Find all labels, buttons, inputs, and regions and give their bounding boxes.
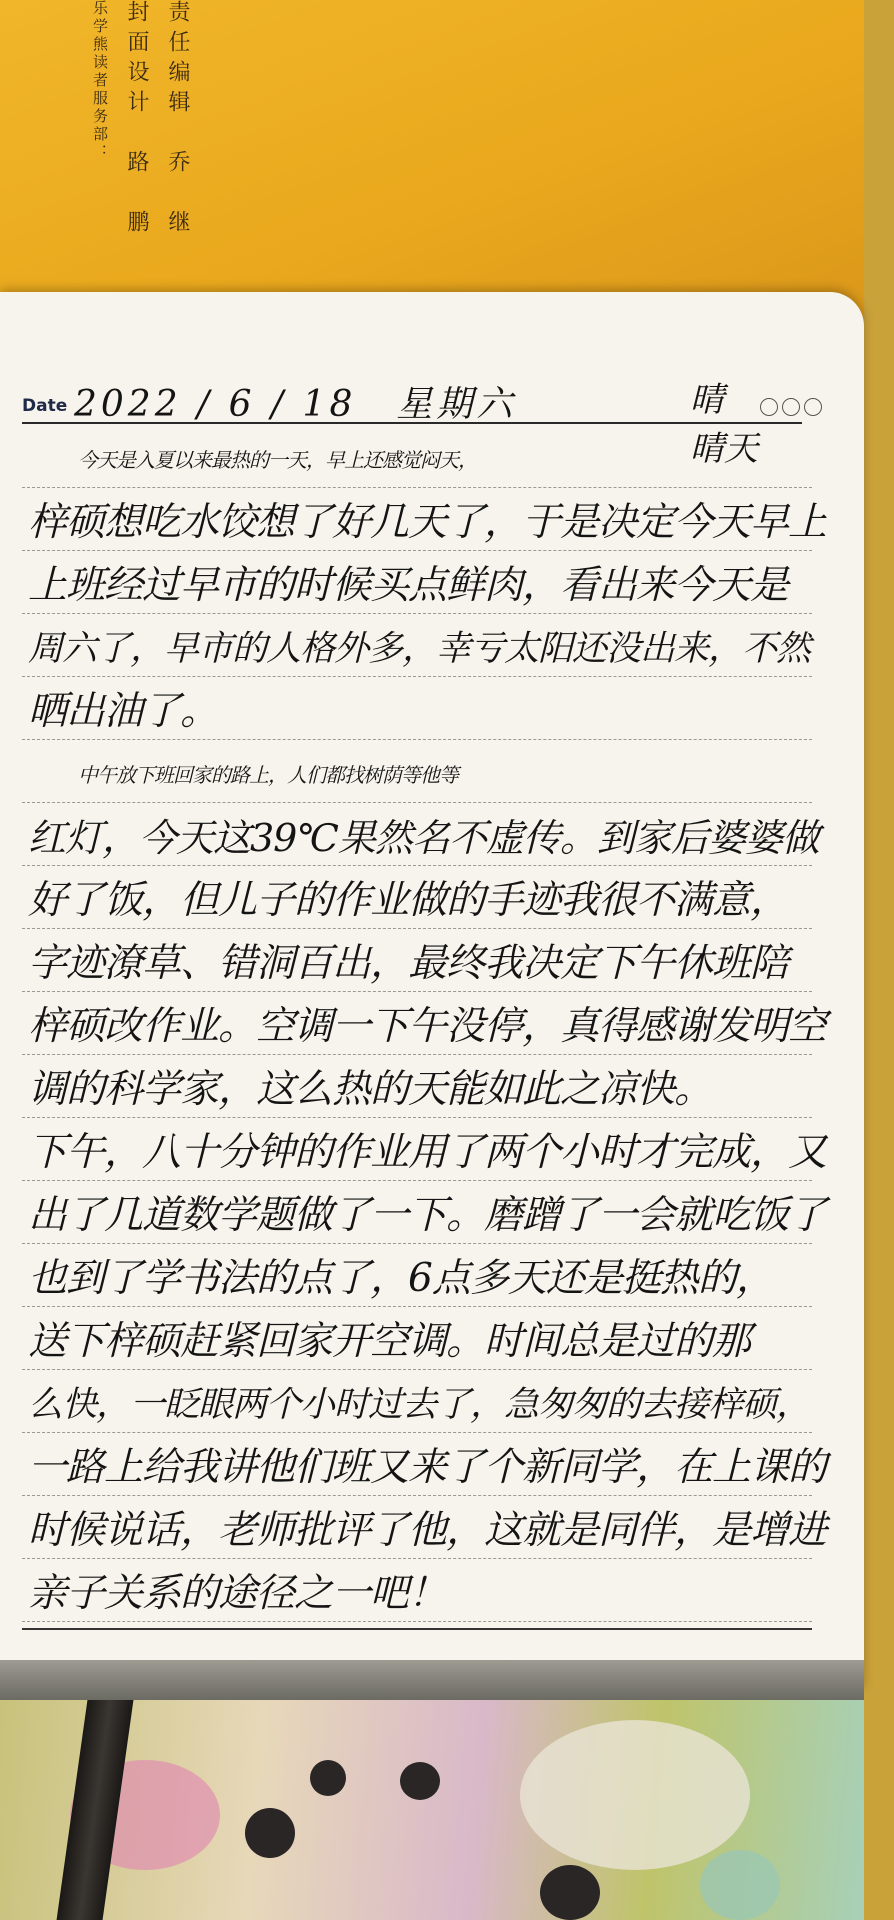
bottom-rule xyxy=(22,1628,812,1630)
ruled-line xyxy=(22,613,812,614)
journal-line: 亲子关系的途径之一吧！ xyxy=(28,1571,447,1616)
date-label: Date xyxy=(22,396,68,416)
cover-editor-line: 责任编辑 乔 继 xyxy=(165,0,190,240)
ruled-line xyxy=(22,1495,812,1496)
journal-line: 出了几道数学题做了一下。磨蹭了一会就吃饭了 xyxy=(28,1193,827,1238)
fabric-dot xyxy=(310,1760,346,1796)
journal-line: 么快，一眨眼两个小时过去了，急匆匆的去接梓硕， xyxy=(28,1385,811,1425)
fabric-dot xyxy=(540,1865,600,1920)
ruled-line xyxy=(22,928,812,929)
fabric-pattern xyxy=(520,1720,750,1870)
journal-line: 梓硕想吃水饺想了好几天了，于是决定今天早上 xyxy=(28,500,827,545)
fabric-background xyxy=(0,1700,864,1920)
ruled-line xyxy=(22,1369,812,1370)
cover-credits xyxy=(80,0,193,260)
journal-line: 时候说话，老师批评了他，这就是同伴，是增进 xyxy=(28,1508,827,1553)
handwritten-weather: 晴 晴天 xyxy=(690,380,894,469)
page-edge xyxy=(0,1660,864,1700)
journal-line: 中午放下班回家的路上，人们都找树荫等他等 xyxy=(78,763,458,787)
ruled-line xyxy=(22,487,812,488)
fabric-dot xyxy=(400,1762,440,1800)
journal-line: 梓硕改作业。空调一下午没停，真得感谢发明空 xyxy=(28,1004,827,1049)
journal-line: 今天是入夏以来最热的一天，早上还感觉闷天， xyxy=(78,448,477,472)
ruled-line xyxy=(22,1621,812,1622)
journal-line: 上班经过早市的时候买点鲜肉，看出来今天是 xyxy=(28,563,789,608)
journal-line: 好了饭，但儿子的作业做的手迹我很不满意， xyxy=(28,878,789,923)
journal-line: 晒出油了。 xyxy=(28,689,219,734)
sun-icon xyxy=(760,398,778,416)
fabric-pattern xyxy=(700,1850,780,1920)
rain-icon xyxy=(804,398,822,416)
ruled-line xyxy=(22,1306,812,1307)
ruled-line xyxy=(22,991,812,992)
journal-line: 下午，八十分钟的作业用了两个小时才完成，又 xyxy=(28,1130,827,1175)
ruled-line xyxy=(22,739,812,740)
ruled-line xyxy=(22,676,812,677)
ruled-line xyxy=(22,1054,812,1055)
cloud-icon xyxy=(782,398,800,416)
handwritten-date: 2022 / 6 / 18 星期六 xyxy=(74,384,517,425)
journal-line: 红灯，今天这39℃果然名不虚传。到家后婆婆做 xyxy=(28,816,819,860)
cover-designer-line: 封面设计 路 鹏 xyxy=(124,0,149,240)
ruled-line xyxy=(22,865,812,866)
journal-line: 字迹潦草、错洞百出，最终我决定下午休班陪 xyxy=(28,941,789,986)
ruled-line xyxy=(22,1558,812,1559)
ruled-line xyxy=(22,550,812,551)
ruled-line xyxy=(22,1117,812,1118)
journal-line: 也到了学书法的点了，6点多天还是挺热的， xyxy=(28,1256,774,1301)
cover-service-line: 乐学熊读者服务部： xyxy=(91,0,109,162)
journal-line: 一路上给我讲他们班又来了个新同学，在上课的 xyxy=(28,1445,827,1490)
ruled-line xyxy=(22,1243,812,1244)
ruled-line xyxy=(22,1180,812,1181)
journal-line: 周六了，早市的人格外多，幸亏太阳还没出来，不然 xyxy=(28,629,811,669)
ruled-line xyxy=(22,1432,812,1433)
fabric-dot xyxy=(245,1808,295,1858)
journal-line: 调的科学家，这么热的天能如此之凉快。 xyxy=(28,1067,713,1112)
ruled-line xyxy=(22,802,812,803)
journal-line: 送下梓硕赶紧回家开空调。时间总是过的那 xyxy=(28,1319,751,1364)
weather-icons xyxy=(760,398,830,418)
